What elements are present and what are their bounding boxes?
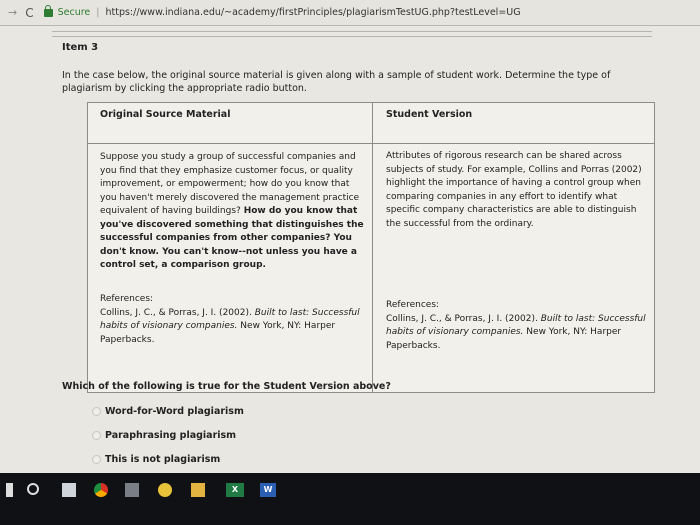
chrome-icon[interactable] <box>94 483 108 497</box>
app-icon[interactable] <box>158 483 172 497</box>
student-version-text: Attributes of rigorous research can be shared across subjects of study. For example, Collins and Porras (2002) highlight the importance of having a control group when comparing companies in any effort to identify what specific company characteristics are able to distinguish the successful from the ordinary. <box>386 151 642 229</box>
student-references <box>386 299 651 353</box>
reference-title: Built to last: Successful habits of visionary companies. <box>100 307 360 331</box>
question-text: Which of the following is true for the Student Version above? <box>62 381 391 392</box>
option-label[interactable]: Paraphrasing plagiarism <box>105 430 237 441</box>
comparison-table <box>87 102 655 393</box>
divider-line <box>52 36 652 37</box>
taskbar <box>0 473 700 525</box>
instructions-text: In the case below, the original source material is given along with a sample of student work. Determine the type of plagiarism by clicking the appropriate radio button. <box>62 70 611 94</box>
reference-publisher: New York, NY: Harper Paperbacks. <box>386 327 622 351</box>
lock-icon <box>44 9 53 17</box>
header-original-source: Original Source Material <box>100 109 231 120</box>
option-label[interactable]: Word-for-Word plagiarism <box>105 406 244 417</box>
radio-button[interactable] <box>92 431 101 440</box>
secure-label: Secure <box>57 7 91 18</box>
reference-citation <box>100 307 368 348</box>
table-header-divider <box>88 143 654 144</box>
radio-button[interactable] <box>92 455 101 464</box>
calculator-icon[interactable] <box>125 483 139 497</box>
reference-authors: Collins, J. C., & Porras, J. I. (2002). <box>386 313 538 324</box>
radio-button[interactable] <box>92 407 101 416</box>
header-student-version: Student Version <box>386 109 473 120</box>
reference-title: Built to last: Successful habits of visionary companies. <box>386 313 646 337</box>
reload-icon[interactable]: C <box>25 5 34 20</box>
references-label: References: <box>100 294 154 304</box>
search-icon[interactable] <box>27 483 39 495</box>
start-icon[interactable] <box>6 483 13 497</box>
page-content <box>0 26 700 473</box>
original-text-bold: How do you know that you've discovered something that distinguishes the successful companies from other companies? You don't know. You can't know--not unless you have a control set, a comparison group. <box>100 206 364 270</box>
excel-icon[interactable]: X <box>226 483 244 497</box>
option-word-for-word[interactable] <box>92 406 244 417</box>
reference-authors: Collins, J. C., & Porras, J. I. (2002). <box>100 307 252 318</box>
divider-line <box>52 31 652 32</box>
url-separator: | <box>96 7 100 18</box>
item-title: Item 3 <box>62 42 99 53</box>
url-field[interactable]: https://www.indiana.edu/~academy/firstPrinciples/plagiarismTestUG.php?testLevel=UG <box>105 7 521 18</box>
option-label[interactable]: This is not plagiarism <box>105 454 221 465</box>
references-label: References: <box>386 300 440 310</box>
original-source-text <box>100 151 368 273</box>
browser-address-bar <box>0 0 700 26</box>
folder-icon[interactable] <box>191 483 205 497</box>
reference-citation <box>386 313 651 354</box>
forward-arrow-icon[interactable]: → <box>8 6 18 19</box>
reference-publisher: New York, NY: Harper Paperbacks. <box>100 321 336 345</box>
original-references <box>100 293 368 347</box>
option-paraphrasing[interactable] <box>92 430 236 441</box>
option-not-plagiarism[interactable] <box>92 454 220 465</box>
original-text-normal: Suppose you study a group of successful companies and you find that they emphasize customer focus, or quality improvement, or empowerment; how do you know that you haven't merely discovered the management practice equivalent of having buildings? <box>100 152 360 216</box>
table-column-divider <box>372 103 373 392</box>
task-view-icon[interactable] <box>62 483 76 497</box>
word-icon[interactable]: W <box>260 483 276 497</box>
